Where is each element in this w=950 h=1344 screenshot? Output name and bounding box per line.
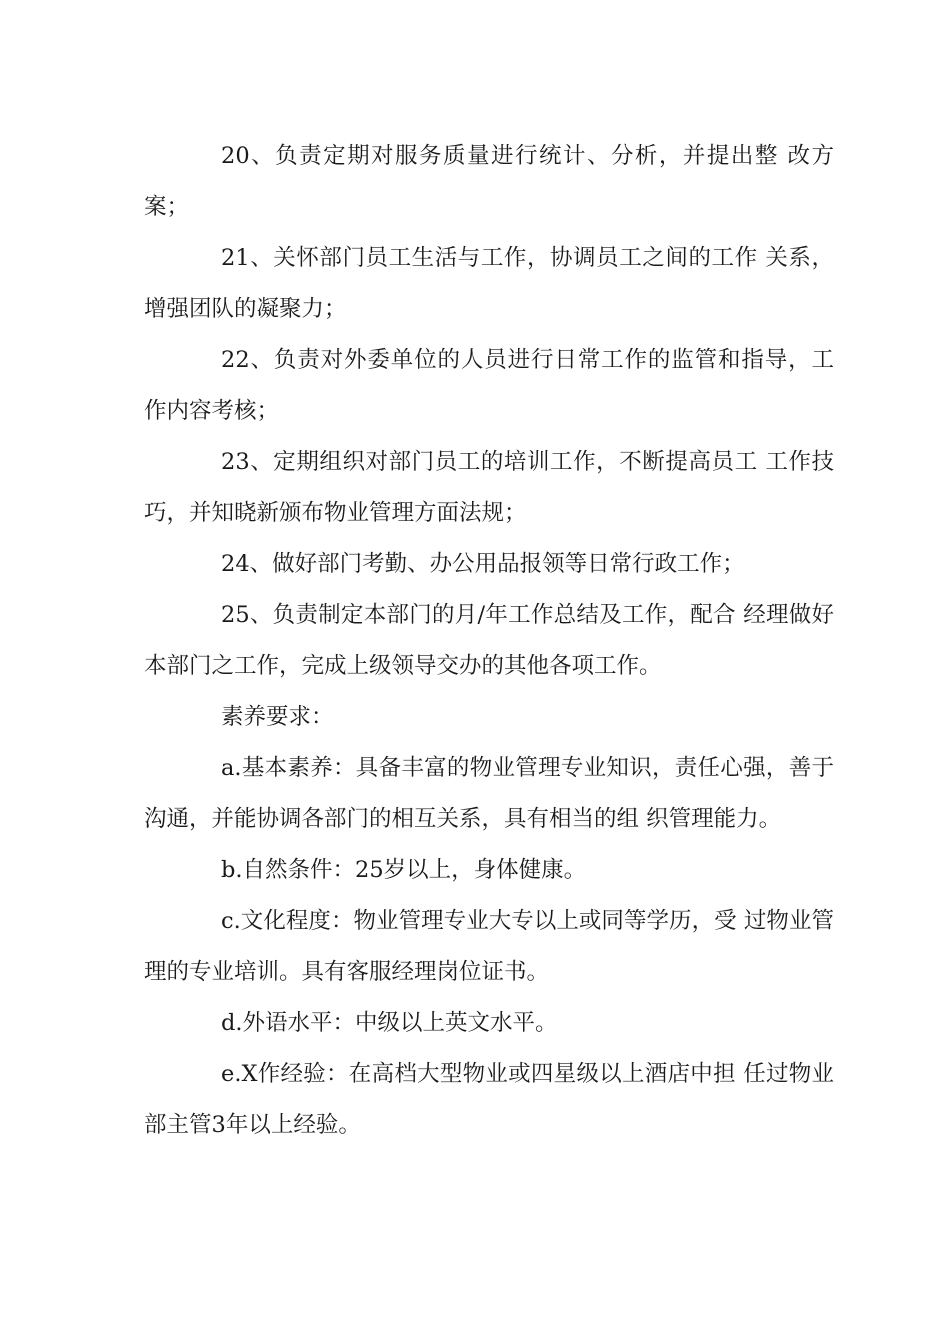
requirement-foreign-language: d.外语水平：中级以上英文水平。 [221,1010,558,1036]
requirement-education: c.文化程度：物业管理专业大专以上或同等学历，受 过物业管理的专业培训。具有客服经理岗位证书。 [144,908,834,985]
requirement-basic-quality: a.基本素养：具备丰富的物业管理专业知识，责任心强，善于沟通，并能协调各部门的相互关系，具有相当的组 织管理能力。 [144,755,834,832]
paragraph-item-21: 21、关怀部门员工生活与工作，协调员工之间的工作 关系，增强团队的凝聚力； [144,245,834,322]
paragraph-item-25: 25、负责制定本部门的月/年工作总结及工作，配合 经理做好本部门之工作，完成上级领导交办的其他各项工作。 [144,602,834,679]
document-body [144,131,834,1151]
section-heading-requirements: 素养要求： [221,704,334,730]
paragraph-item-22: 22、负责对外委单位的人员进行日常工作的监管和指导，工作内容考核； [144,347,834,424]
requirement-natural-conditions: b.自然条件：25岁以上，身体健康。 [221,857,587,883]
paragraph-item-23: 23、定期组织对部门员工的培训工作，不断提高员工 工作技巧，并知晓新颁布物业管理方面法规； [144,449,834,526]
requirement-work-experience: e.X作经验：在高档大型物业或四星级以上酒店中担 任过物业部主管3年以上经验。 [144,1061,834,1138]
paragraph-item-24: 24、做好部门考勤、办公用品报领等日常行政工作； [221,551,745,577]
paragraph-item-20: 20、负责定期对服务质量进行统计、分析，并提出整 改方案； [144,143,834,220]
